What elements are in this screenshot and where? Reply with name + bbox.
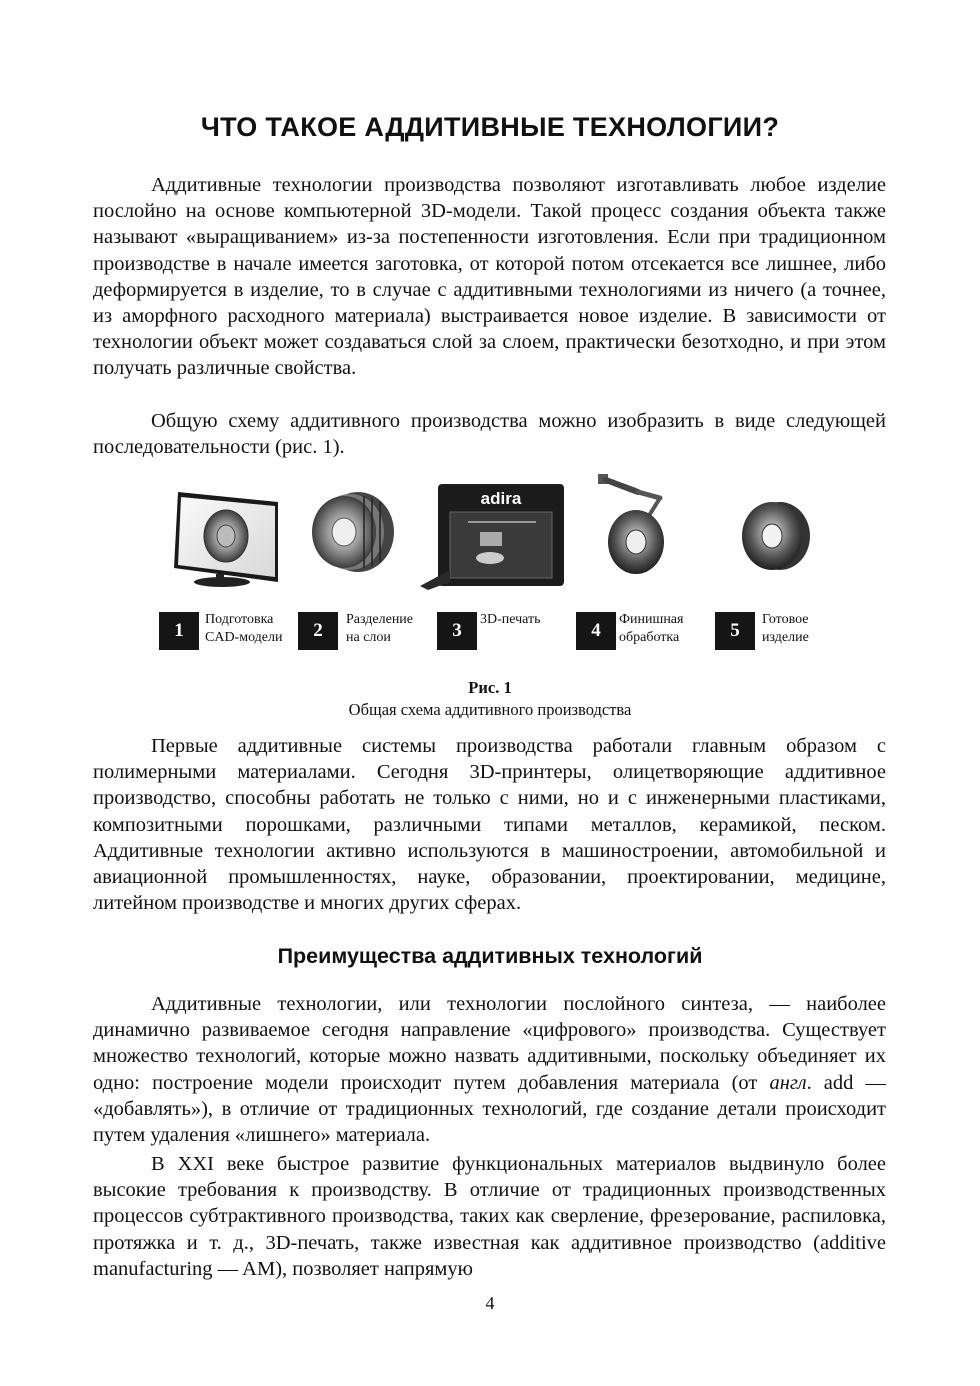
paragraph-intro: Аддитивные технологии производства позволяют изготавливать любое изделие послойно на основе компьютерной 3D-модели. Такой процесс создания объекта также называют «выращиванием» из-за постепенности изготовления. Если при традиционном производстве в начале имеется заготовка, от которой потом отсекается все лишнее, либо деформируется в изделие, то в случае с аддитивными технологиями из ничего (а точнее, из аморфного расходного материала) выстраивается новое изделие. В зависимости от технологии объект может создаваться слой за слоем, практически безотходно, и при этом получать различные свойства.: [93, 174, 886, 380]
finishing-image: [598, 474, 664, 574]
step-3-number: 3: [437, 612, 477, 650]
step-1-number: 1: [159, 612, 199, 650]
step-1-label: Подготовка CAD-модели: [205, 612, 283, 645]
paragraph-21st-century: В XXI веке быстрое развитие функциональных материалов выдвинуло более высокие требования к производству. В отличие от традиционных производственных процессов субтрактивного производства, таких как сверление, фрезерование, распиловка, протяжка и т. д., 3D-печать, также известная как аддитивное производство (additive manufacturing — AM), позволяет напрямую: [93, 1153, 886, 1280]
paragraph-definition-italic: англ: [769, 1071, 807, 1094]
step-4-label: Финишная обработка: [619, 612, 684, 645]
step-5-label: Готовое изделие: [762, 612, 809, 645]
step-2-number: 2: [298, 612, 338, 650]
step-4-number: 4: [576, 612, 616, 650]
paragraph-materials: Первые аддитивные системы производства работали главным образом с полимерными материалами. Сегодня 3D-принтеры, олицетворяющие аддитивное производство, способны работать не только с ними, но и с инженерными пластиками, композитными порошками, различными типами металлов, керамикой, песком. Аддитивные технологии активно используются в машиностроении, автомобильной и авиационной промышленностях, науке, образовании, проектировании, медицине, литейном производстве и многих других сферах.: [93, 735, 886, 915]
finished-part-image: [742, 502, 810, 570]
sliced-model-image: [312, 492, 394, 572]
paragraph-definition-part-1: Аддитивные технологии, или технологии послойного синтеза, — наиболее динамично развиваемое сегодня направление «цифрового» производства. Существует множество технологий, которые можно назвать аддитивными, поскольку объединяет их одно: построение модели происходит путем добавления материала (от: [93, 993, 886, 1094]
step-3-label: 3D-печать: [480, 612, 541, 627]
paragraph-scheme-intro: Общую схему аддитивного производства можно изобразить в виде следующей последовательности (рис. 1).: [93, 410, 886, 459]
3d-printer-image: [420, 484, 564, 590]
printer-brand-text: adira: [480, 489, 522, 508]
figure-caption-text: Общая схема аддитивного производства: [348, 700, 632, 719]
paragraph-definition: [93, 991, 886, 1148]
step-5-number: 5: [715, 612, 755, 650]
page-number: 4: [485, 1293, 495, 1313]
page-title: ЧТО ТАКОЕ АДДИТИВНЫЕ ТЕХНОЛОГИИ?: [200, 112, 780, 142]
section-heading: Преимущества аддитивных технологий: [277, 944, 703, 968]
figure-caption-number: Рис. 1: [468, 678, 512, 697]
paragraph-definition-part-2: . add — «добавлять»), в отличие от традиционных технологий, где создание детали происходит путем удаления «лишнего» материала.: [93, 1071, 886, 1147]
step-2-label: Разделение на слои: [346, 612, 414, 645]
monitor-cad-image: [174, 492, 278, 587]
